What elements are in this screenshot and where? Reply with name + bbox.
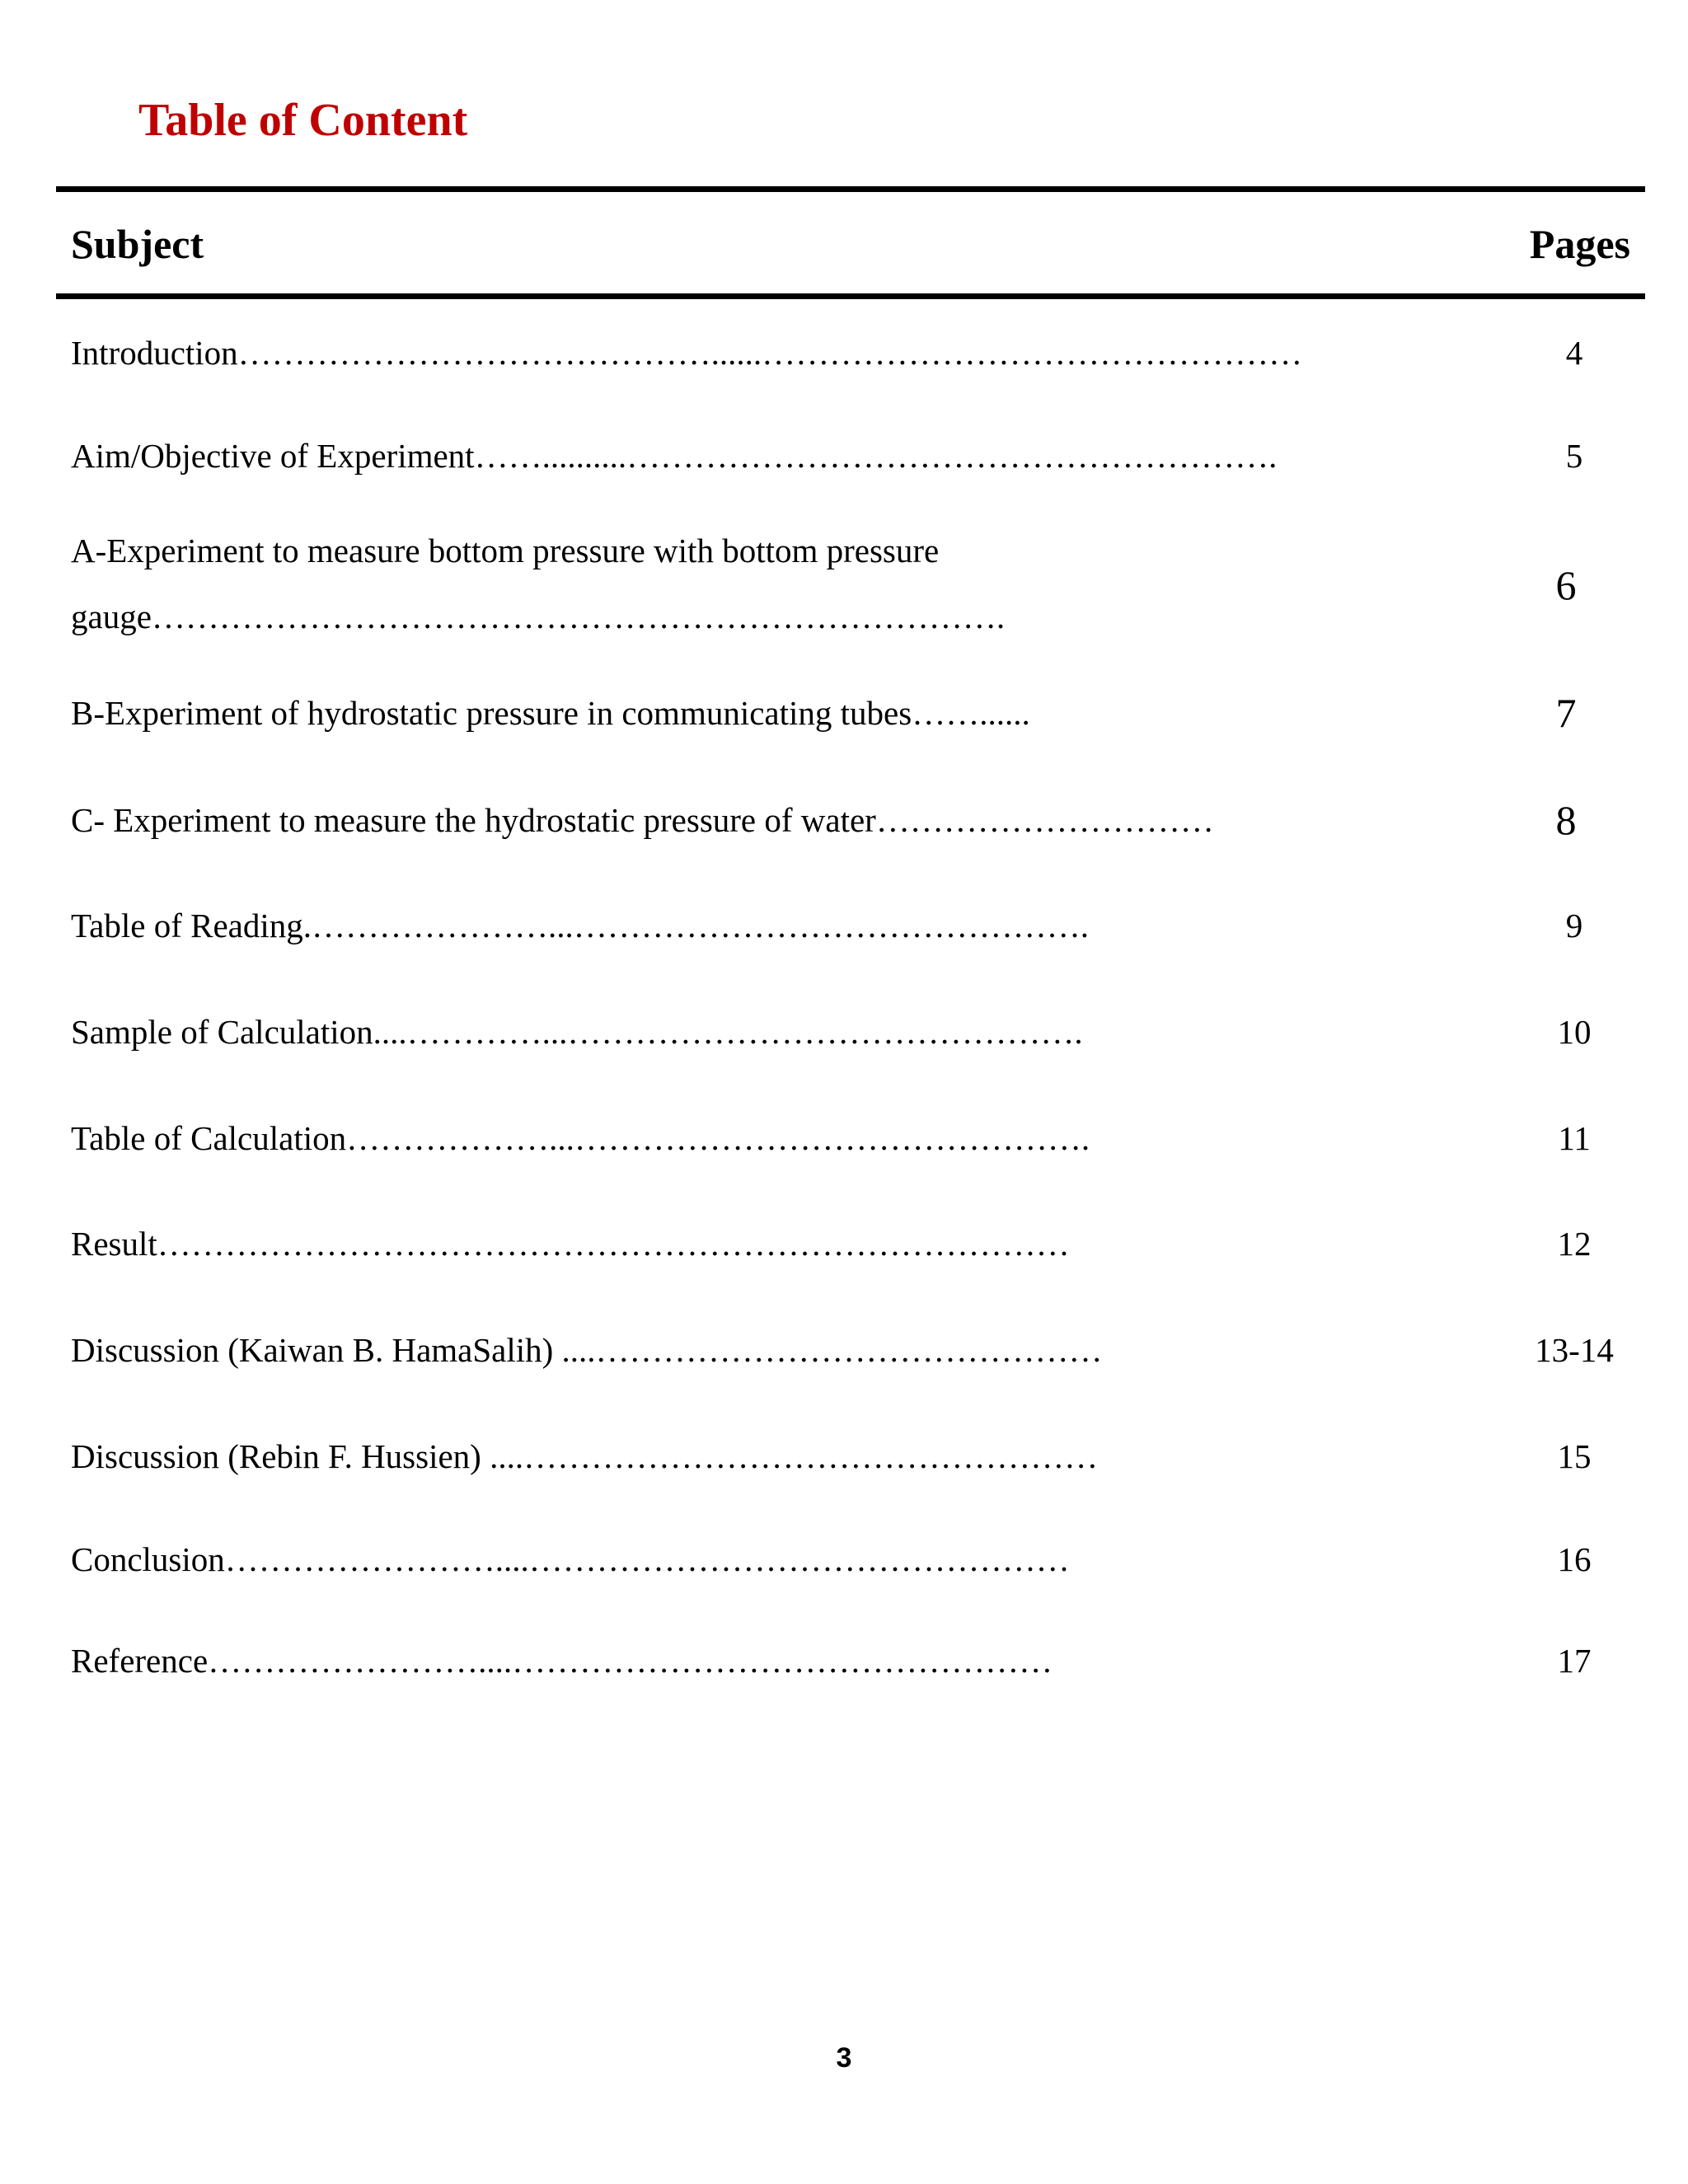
toc-entry-result[interactable]: Result……………………………………………………………………… [71,1225,1070,1263]
toc-entry-experiment-c[interactable]: C- Experiment to measure the hydrostatic pressure of water………………………… [71,801,1214,839]
toc-page-conclusion: 16 [1557,1540,1592,1578]
toc-entry-conclusion[interactable]: Conclusion……………………....………………………………………… [71,1540,1070,1578]
toc-entry-discussion-kaiwan[interactable]: Discussion (Kaiwan B. HamaSalih) ....……………………………………… [71,1331,1103,1369]
toc-page-experiment-b: 7 [1555,690,1577,736]
toc-page-result: 12 [1557,1225,1592,1263]
toc-page-aim: 5 [1565,437,1583,475]
header-top-rule [56,186,1645,192]
toc-entry-discussion-rebin[interactable]: Discussion (Rebin F. Hussien) ....…………………………………………… [71,1437,1099,1475]
toc-page-table-of-calculation: 11 [1558,1119,1591,1157]
toc-page-reference: 17 [1557,1642,1592,1680]
page-title: Table of Content [138,95,468,146]
toc-entry-aim[interactable]: Aim/Objective of Experiment……..........…………………………………………………. [71,437,1278,475]
toc-page-experiment-c: 8 [1555,797,1577,843]
toc-entry-table-of-calculation[interactable]: Table of Calculation………………...………………………………………. [71,1119,1090,1157]
page-number: 3 [836,2042,852,2074]
toc-entry-experiment-a[interactable]: A-Experiment to measure bottom pressure with bottom pressure gauge…………………………………………………………………. [71,532,1006,635]
column-header-pages: Pages [1529,221,1630,267]
column-header-subject: Subject [71,221,204,267]
toc-page-experiment-a: 6 [1555,562,1577,608]
header-bottom-rule [56,293,1645,299]
toc-page-introduction: 4 [1565,334,1583,372]
toc-entry-introduction[interactable]: Introduction……………………………………......………………………………………… [71,334,1303,372]
toc-page-sample-of-calculation: 10 [1557,1013,1592,1051]
toc-page-discussion-kaiwan: 13-14 [1535,1331,1614,1369]
toc-entry-sample-of-calculation[interactable]: Sample of Calculation....…………...………………………………………. [71,1013,1083,1051]
toc-page-discussion-rebin: 15 [1557,1437,1592,1475]
toc-entry-experiment-b[interactable]: B-Experiment of hydrostatic pressure in communicating tubes……...... [71,694,1030,732]
toc-entry-reference[interactable]: Reference……………………....………………………………………… [71,1642,1053,1680]
toc-entry-table-of-reading[interactable]: Table of Reading.…………………...………………………………………. [71,907,1090,944]
toc-page-table-of-reading: 9 [1565,907,1583,944]
